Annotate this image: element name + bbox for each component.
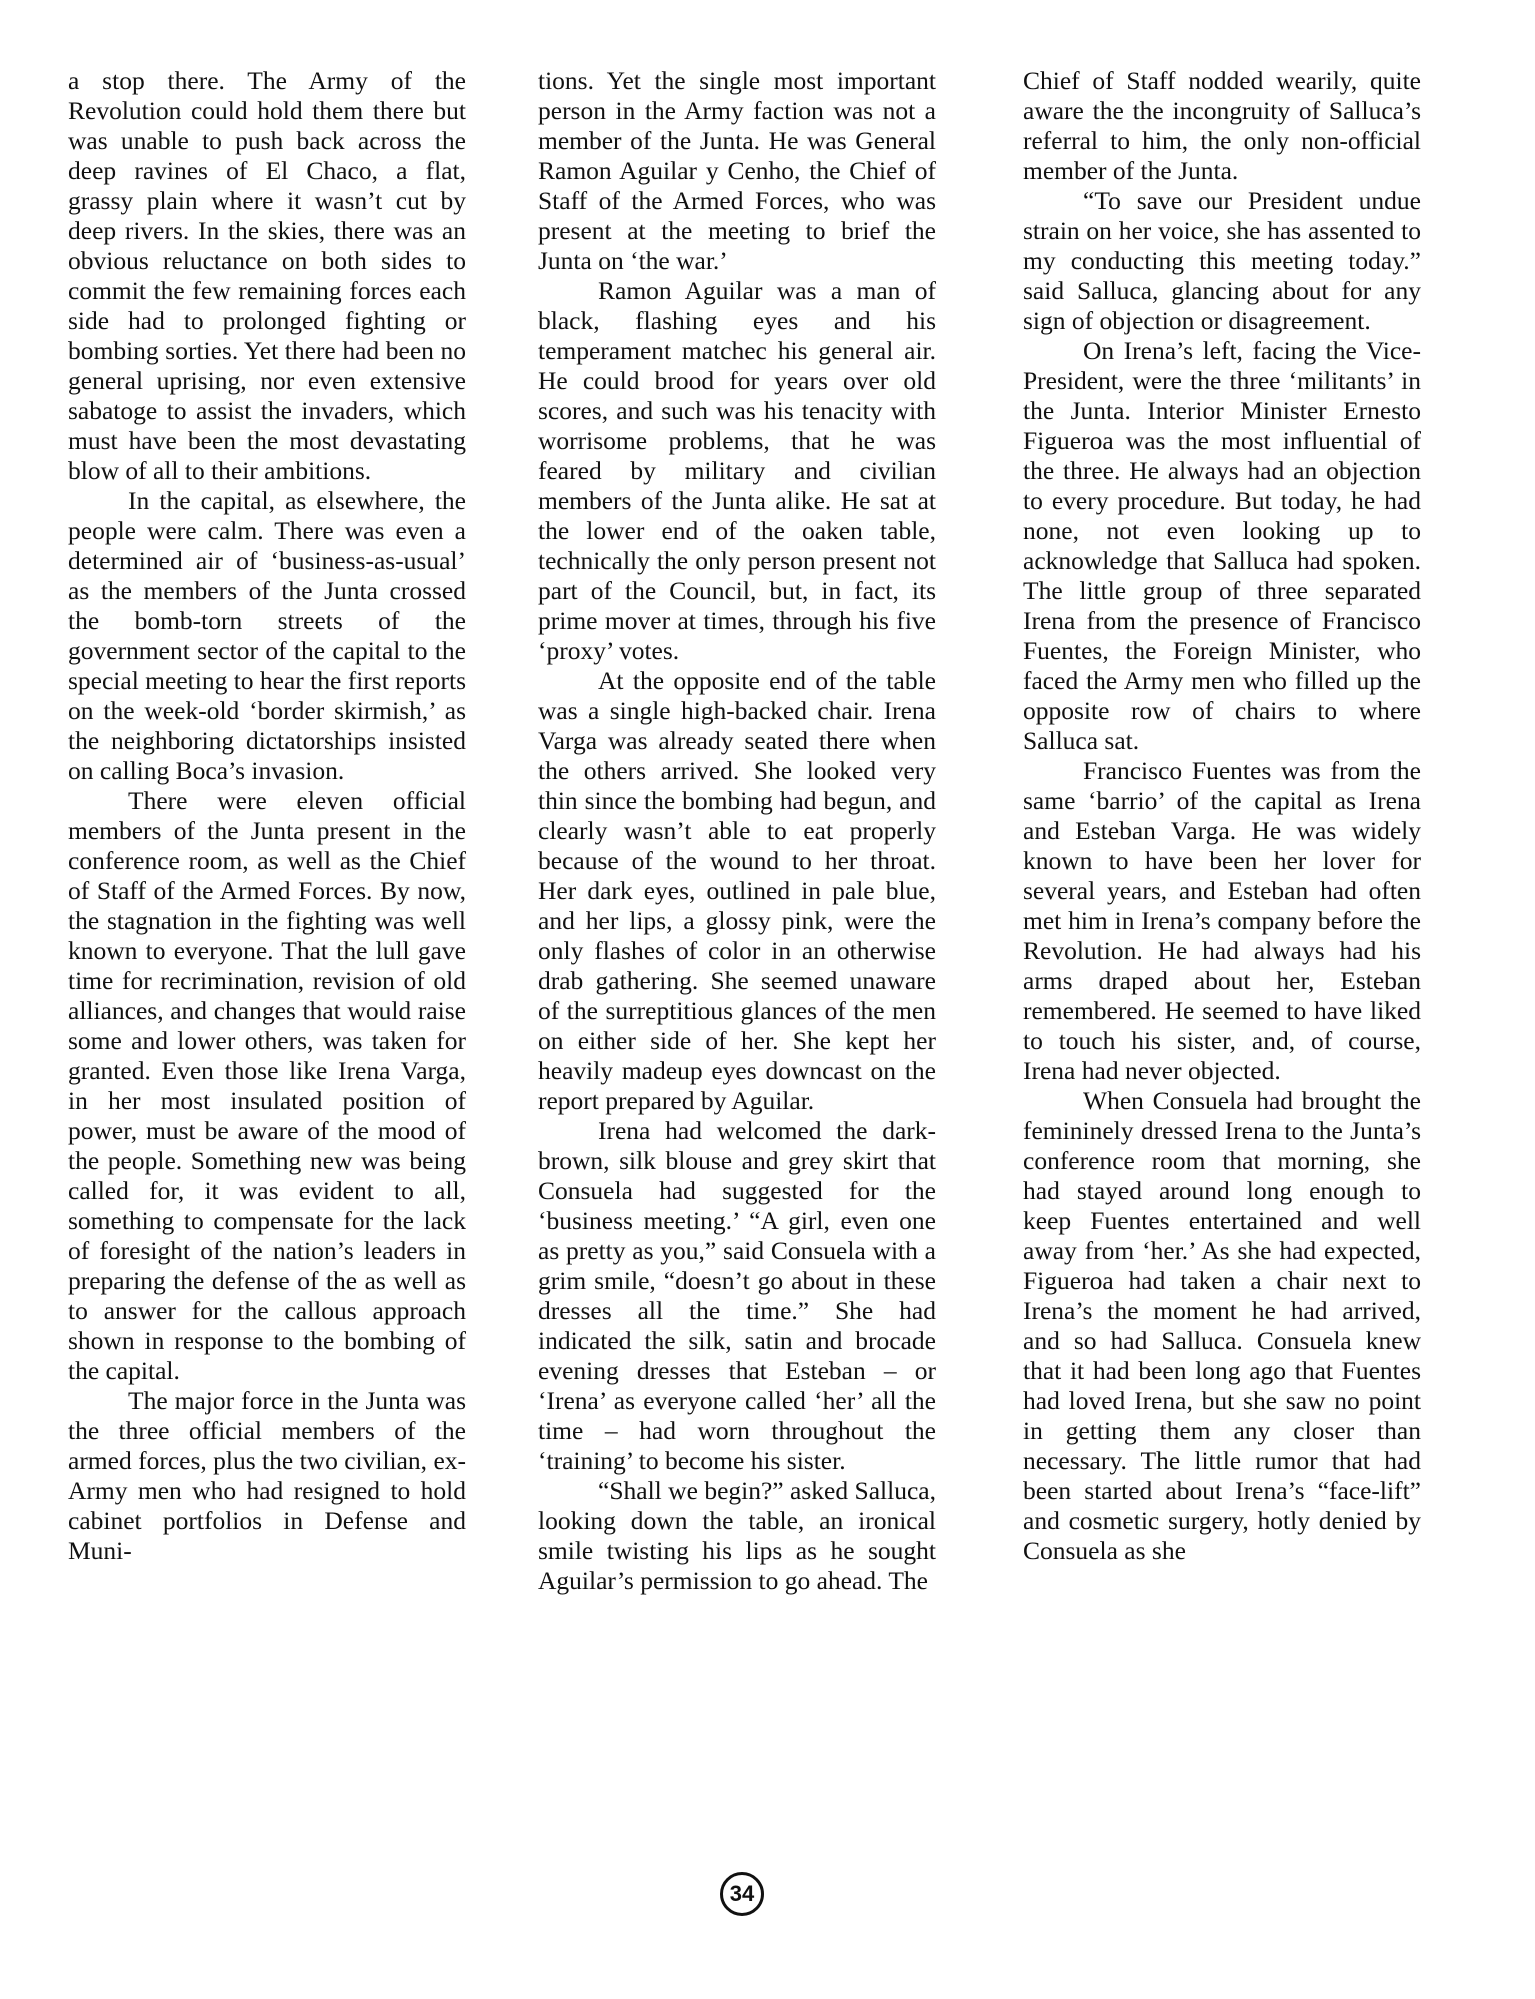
paragraph: Ramon Aguilar was a man of black, flashing eyes and his temperament matchec his general air. He could brood for years over old scores, and such was his tenacity with worrisome problems, that he was feared by military and civilian members of the Junta alike. He sat at the lower end of the oaken table, technically the only person present not part of the Council, but, in fact, its prime mover at times, through his five ‘proxy’ votes.: [538, 276, 936, 665]
page-number: 34: [720, 1872, 764, 1916]
paragraph: “Shall we begin?” asked Salluca, looking down the table, an ironical smile twisting his lips as he sought Aguilar’s permission to go ahead. The: [538, 1476, 936, 1595]
paragraph: When Consuela had brought the femininely dressed Irena to the Junta’s conference room that morning, she had stayed around long enough to keep Fuentes entertained and well away from ‘her.’ As she had expected, Figueroa had taken a chair next to Irena’s the moment he had arrived, and so had Salluca. Consuela knew that it had been long ago that Fuentes had loved Irena, but she saw no point in getting them any closer than necessary. The little rumor that had been started about Irena’s “face-lift” and cosmetic surgery, hotly denied by Consuela as she: [1023, 1086, 1421, 1565]
paragraph: Chief of Staff nodded wearily, quite aware the the incongruity of Salluca’s referral to him, the only non-official member of the Junta.: [1023, 66, 1421, 185]
text-column-1: [68, 66, 466, 1566]
paragraph: There were eleven official members of the Junta present in the conference room, as well as the Chief of Staff of the Armed Forces. By now, the stagnation in the fighting was well known to everyone. That the lull gave time for recrimination, revision of old alliances, and changes that would raise some and lower others, was taken for granted. Even those like Irena Varga, in her most insulated position of power, must be aware of the mood of the people. Something new was being called for, it was evident to all, something to compensate for the lack of foresight of the nation’s leaders in preparing the defense of the as well as to answer for the callous approach shown in response to the bombing of the capital.: [68, 786, 466, 1385]
paragraph: a stop there. The Army of the Revolution could hold them there but was unable to push back across the deep ravines of El Chaco, a flat, grassy plain where it wasn’t cut by deep rivers. In the skies, there was an obvious reluctance on both sides to commit the few remaining forces each side had to prolonged fighting or bombing sorties. Yet there had been no general uprising, nor even extensive sabatoge to assist the invaders, which must have been the most devastating blow of all to their ambitions.: [68, 66, 466, 485]
paragraph: Francisco Fuentes was from the same ‘barrio’ of the capital as Irena and Esteban Varga. He was widely known to have been her lover for several years, and Esteban had often met him in Irena’s company before the Revolution. He had always had his arms draped about her, Esteban remembered. He seemed to have liked to touch his sister, and, of course, Irena had never objected.: [1023, 756, 1421, 1085]
paragraph: “To save our President undue strain on her voice, she has assented to my conducting this meeting today.” said Salluca, glancing about for any sign of objection or disagreement.: [1023, 186, 1421, 335]
paragraph: tions. Yet the single most important person in the Army faction was not a member of the Junta. He was General Ramon Aguilar y Cenho, the Chief of Staff of the Armed Forces, who was present at the meeting to brief the Junta on ‘the war.’: [538, 66, 936, 275]
paragraph: Irena had welcomed the dark-brown, silk blouse and grey skirt that Consuela had suggested for the ‘business meeting.’ “A girl, even one as pretty as you,” said Consuela with a grim smile, “doesn’t go about in these dresses all the time.” She had indicated the silk, satin and brocade evening dresses that Esteban – or ‘Irena’ as everyone called ‘her’ all the time – had worn throughout the ‘training’ to become his sister.: [538, 1116, 936, 1475]
paragraph: The major force in the Junta was the three official members of the armed forces, plus the two civilian, ex-Army men who had resigned to hold cabinet portfolios in Defense and Muni-: [68, 1386, 466, 1565]
text-column-3: [1023, 66, 1421, 1566]
paragraph: On Irena’s left, facing the Vice-President, were the three ‘militants’ in the Junta. Interior Minister Ernesto Figueroa was the most influential of the three. He always had an objection to every procedure. But today, he had none, not even looking up to acknowledge that Salluca had spoken. The little group of three separated Irena from the presence of Francisco Fuentes, the Foreign Minister, who faced the Army men who filled up the opposite row of chairs to where Salluca sat.: [1023, 336, 1421, 755]
paragraph: At the opposite end of the table was a single high-backed chair. Irena Varga was already seated there when the others arrived. She looked very thin since the bombing had begun, and clearly wasn’t able to eat properly because of the wound to her throat. Her dark eyes, outlined in pale blue, and her lips, a glossy pink, were the only flashes of color in an otherwise drab gathering. She seemed unaware of the surreptitious glances of the men on either side of her. She kept her heavily madeup eyes downcast on the report prepared by Aguilar.: [538, 666, 936, 1115]
paragraph: In the capital, as elsewhere, the people were calm. There was even a determined air of ‘business-as-usual’ as the members of the Junta crossed the bomb-torn streets of the government sector of the capital to the special meeting to hear the first reports on the week-old ‘border skirmish,’ as the neighboring dictatorships insisted on calling Boca’s invasion.: [68, 486, 466, 785]
text-column-2: [538, 66, 936, 1596]
